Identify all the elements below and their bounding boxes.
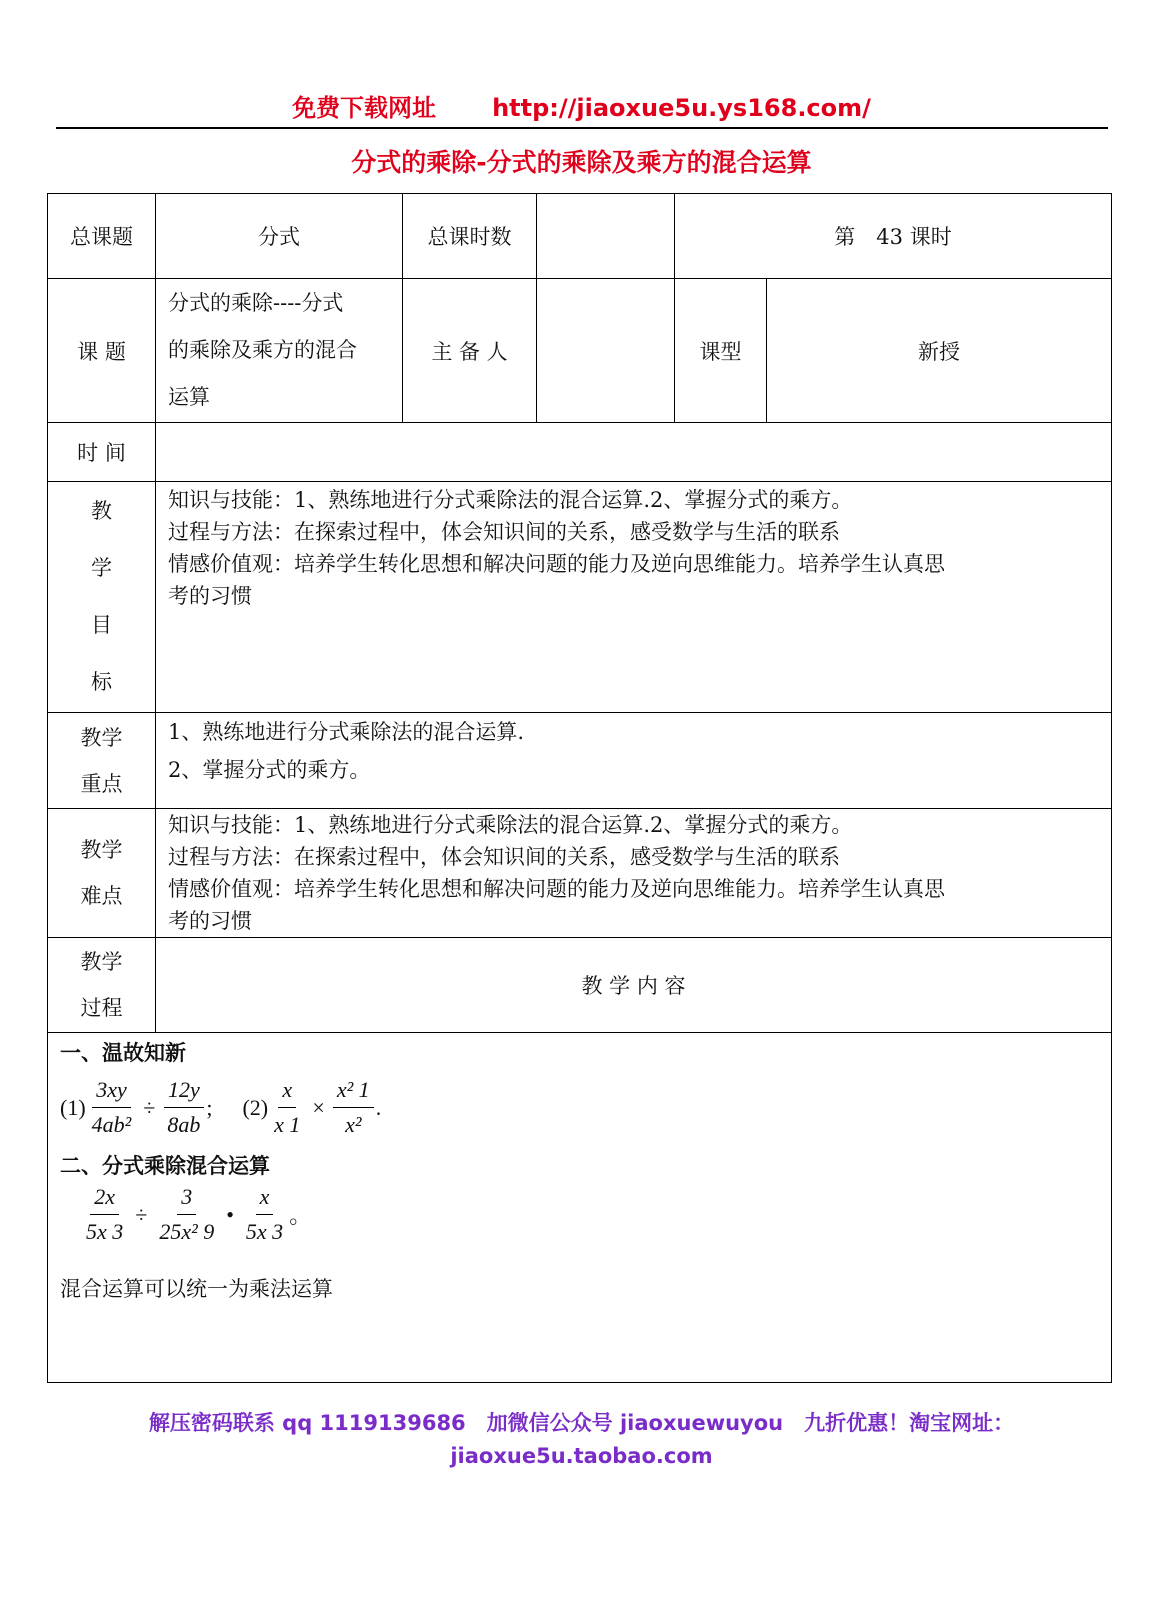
goal-line: 过程与方法：在探索过程中，体会知识间的关系，感受数学与生活的联系: [168, 520, 840, 544]
time-value: [156, 423, 1112, 482]
goals-label-char: 目: [91, 613, 112, 637]
difficulty-line: 情感价值观：培养学生转化思想和解决问题的能力及逆向思维能力。培养学生认真思: [168, 877, 945, 901]
teaching-content: [48, 1033, 1112, 1383]
lesson-number: 第 43 课时: [675, 194, 1112, 279]
footer-taobao-link[interactable]: jiaoxue5u.taobao.com: [450, 1444, 713, 1468]
table-row: [48, 482, 1112, 713]
process-label-line: 过程: [80, 996, 123, 1020]
denominator: 5x 3: [86, 1219, 124, 1244]
fraction: [155, 1182, 218, 1247]
goals-label: [48, 482, 156, 713]
lesson-plan-table: [47, 193, 1112, 1383]
goals-label-char: 教: [91, 499, 112, 523]
difficulty-label-line: 教学: [80, 838, 123, 862]
key-points-content: [156, 713, 1112, 809]
goal-line: 情感价值观：培养学生转化思想和解决问题的能力及逆向思维能力。培养学生认真思: [168, 552, 945, 576]
table-row: [48, 423, 1112, 482]
type-label: 课型: [675, 279, 767, 423]
numerator: 3: [177, 1182, 196, 1215]
mixed-operation-example: [80, 1182, 1099, 1247]
difficulty-content: [156, 809, 1112, 938]
header-url-link[interactable]: http://jiaoxue5u.ys168.com/: [492, 94, 871, 122]
difficulty-line: 知识与技能：1、熟练地进行分式乘除法的混合运算.2、掌握分式的乘方。: [168, 813, 853, 837]
table-row: [48, 713, 1112, 809]
footer: [0, 1407, 1163, 1473]
multiply-dot: •: [226, 1201, 234, 1227]
preparer-label: 主 备 人: [403, 279, 537, 423]
header-divider: [56, 127, 1108, 129]
topic-value: [156, 279, 403, 423]
divide-sign: ÷: [135, 1201, 148, 1227]
section-title: 二、分式乘除混合运算: [60, 1154, 270, 1178]
process-label: [48, 938, 156, 1033]
difficulty-label: [48, 809, 156, 938]
denominator: x 1: [274, 1112, 301, 1137]
table-row: [48, 938, 1112, 1033]
key-label-line: 重点: [80, 771, 123, 796]
header-label: 免费下载网址: [292, 94, 437, 122]
exercise-end: 。: [289, 1203, 312, 1228]
topic-line: 的乘除及乘方的混合: [168, 338, 357, 362]
difficulty-line: 考的习惯: [168, 909, 252, 933]
goals-content: [156, 482, 1112, 713]
divide-sign: ÷: [143, 1094, 156, 1120]
topic-line: 分式的乘除----分式: [168, 291, 344, 315]
numerator: 3xy: [92, 1075, 131, 1108]
key-point-line: 1、熟练地进行分式乘除法的混合运算.: [168, 720, 525, 744]
review-exercises: [60, 1075, 1099, 1140]
content-header: 教 学 内 容: [156, 938, 1112, 1033]
table-row: [48, 1033, 1112, 1383]
denominator: 5x 3: [245, 1219, 284, 1244]
numerator: x: [278, 1075, 296, 1108]
difficulty-label-line: 难点: [80, 884, 123, 908]
topic-label: 课 题: [48, 279, 156, 423]
fraction: [270, 1075, 304, 1140]
difficulty-line: 过程与方法：在探索过程中，体会知识间的关系，感受数学与生活的联系: [168, 845, 840, 869]
table-row: [48, 279, 1112, 423]
section-title: 一、温故知新: [60, 1041, 186, 1065]
total-hours-label: 总课时数: [403, 194, 537, 279]
fraction: [242, 1182, 287, 1247]
total-topic-label: 总课题: [48, 194, 156, 279]
table-row: [48, 194, 1112, 279]
fraction: [333, 1075, 374, 1140]
goals-label-char: 学: [91, 556, 112, 580]
footer-line-1: 解压密码联系 qq 1119139686 加微信公众号 jiaoxuewuyou 九折优惠！淘宝网址：: [148, 1411, 1015, 1435]
numerator: x² 1: [333, 1075, 374, 1108]
numerator: x: [256, 1182, 274, 1215]
header-bar: [0, 88, 1163, 123]
topic-line: 运算: [168, 385, 210, 409]
denominator: 8ab: [167, 1112, 201, 1137]
fraction: [163, 1075, 204, 1140]
denominator: 4ab²: [91, 1112, 132, 1137]
fraction: [88, 1075, 136, 1140]
exercise-end: ;: [206, 1094, 213, 1120]
times-sign: ×: [312, 1094, 325, 1120]
process-label-line: 教学: [80, 950, 123, 974]
key-label-line: 教学: [80, 725, 123, 750]
total-topic-value: 分式: [156, 194, 403, 279]
page-title: 分式的乘除-分式的乘除及乘方的混合运算: [351, 148, 812, 177]
numerator: 12y: [164, 1075, 204, 1108]
key-points-label: [48, 713, 156, 809]
table-row: [48, 809, 1112, 938]
exercise-end: .: [375, 1094, 382, 1120]
numerator: 2x: [90, 1182, 119, 1215]
goal-line: 知识与技能：1、熟练地进行分式乘除法的混合运算.2、掌握分式的乘方。: [168, 488, 853, 512]
exercise-label: (2): [242, 1094, 269, 1120]
goal-line: 考的习惯: [168, 584, 252, 608]
exercise-label: (1): [60, 1094, 86, 1120]
denominator: x²: [345, 1112, 362, 1137]
preparer-value: [537, 279, 675, 423]
time-label: 时 间: [48, 423, 156, 482]
denominator: 25x² 9: [159, 1219, 215, 1244]
key-point-line: 2、掌握分式的乘方。: [168, 758, 371, 782]
fraction: [82, 1182, 127, 1247]
goals-label-char: 标: [91, 670, 112, 694]
type-value: 新授: [767, 279, 1112, 423]
total-hours-value: [537, 194, 675, 279]
note-text: 混合运算可以统一为乘法运算: [60, 1277, 333, 1301]
